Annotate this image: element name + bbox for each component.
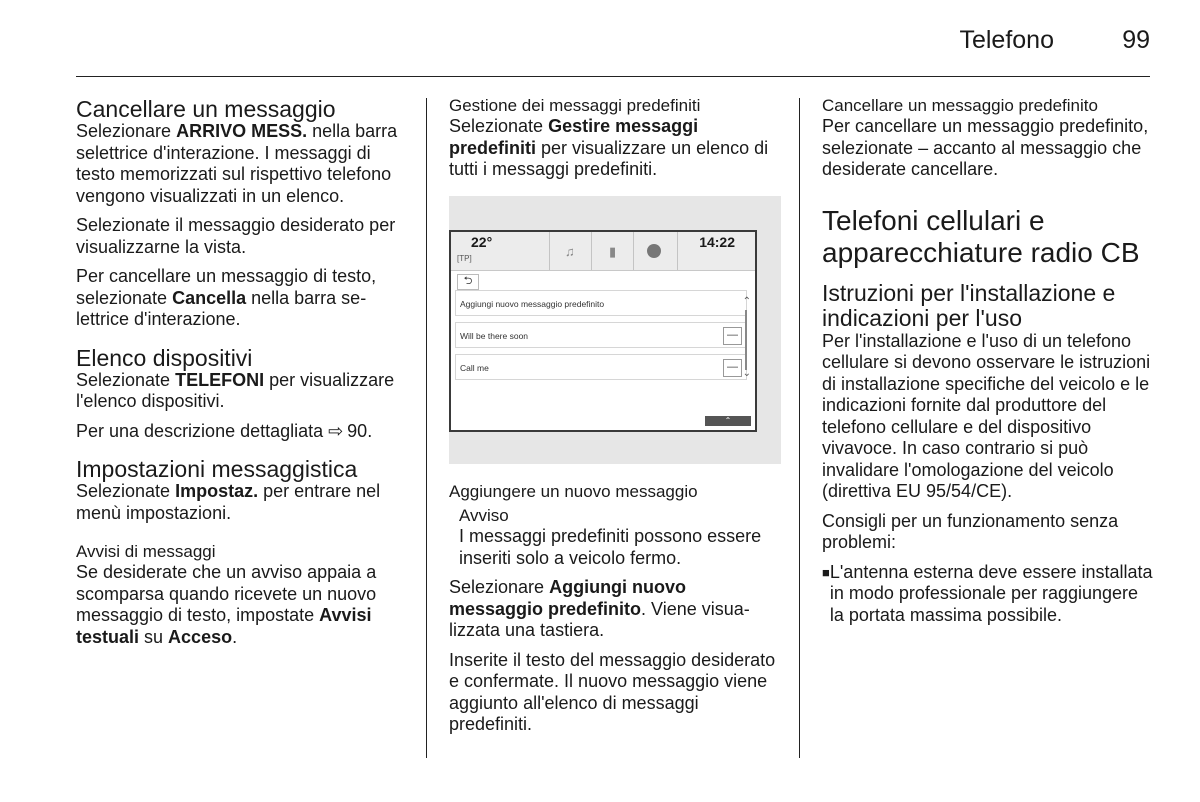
heading-device-list: Elenco dispositivi: [76, 344, 253, 371]
column-divider: [799, 98, 800, 758]
column-3: [822, 94, 1154, 626]
tab-divider: [633, 232, 634, 270]
paragraph: Consigli per un funzionamento senza problemi:: [822, 510, 1119, 552]
paragraph: Selezionate Impostaz. per entrare nel menù impostazioni.: [76, 481, 381, 523]
temperature: 22°: [471, 234, 493, 250]
list-item[interactable]: Call me —: [455, 354, 747, 380]
column-2: [449, 94, 781, 189]
expand-button[interactable]: ⌃: [705, 416, 751, 426]
paragraph: Per una descrizione dettagliata ⇨ 90.: [76, 420, 373, 441]
list-item-add-predefined[interactable]: Aggiungi nuovo messaggio predefinito: [455, 290, 747, 316]
note-box: [449, 506, 781, 569]
delete-message-button[interactable]: —: [723, 327, 742, 345]
subheading-manage-predefined: Gestione dei messaggi predefiniti: [449, 96, 701, 115]
paragraph: Selezionate TELEFONI per visualizzare l'elenco dispositivi.: [76, 369, 395, 411]
back-arrow-icon[interactable]: ⮌: [457, 274, 479, 290]
note-title: Avviso: [459, 506, 509, 525]
subheading-message-alerts: Avvisi di messaggi: [76, 542, 216, 561]
section-title: Telefono: [959, 26, 1054, 54]
paragraph: Selezionate il messaggio desiderato per visualizzarne la vista.: [76, 215, 396, 257]
tp-indicator: [TP]: [457, 254, 472, 263]
paragraph: Per l'installazione e l'uso di un telefono cellulare si devono osservare le istruzioni di installazione specifiche del veicolo e le indicazioni fornite dal produttore del telefono cellulare e del dispositivo vivavoce. In caso contrario si può invalidare l'omologazione del veicolo (direttiva EU 95/54/CE).: [822, 330, 1151, 501]
page-number: 99: [1122, 26, 1150, 54]
scroll-down-icon[interactable]: ⌄: [742, 368, 751, 379]
list-item[interactable]: Will be there soon —: [455, 322, 747, 348]
heading-delete-message: Cancellare un messaggio: [76, 96, 336, 122]
paragraph: Per cancellare un messaggio predefinito, selezionate – accanto al messaggio che desiderate cancellare.: [822, 116, 1149, 179]
subheading-delete-predefined: Cancellare un messaggio predefinito: [822, 96, 1098, 115]
bullet-icon: ■: [822, 564, 830, 580]
scroll-up-icon[interactable]: ⌃: [742, 296, 751, 307]
tab-divider: [549, 232, 550, 270]
clock: 14:22: [699, 234, 735, 250]
page-header: [76, 0, 1150, 77]
music-note-icon[interactable]: ♫: [565, 244, 575, 259]
heading-installation-instructions: Istruzioni per l'installazione e indicazioni per l'uso: [822, 279, 1116, 331]
paragraph: Selezionate Gestire messaggi predefiniti per visualizzare un elenco di tutti i messaggi predefiniti.: [449, 116, 769, 179]
paragraph: Se desiderate che un avviso appaia a scomparsa quando ricevete un nuovo messaggio di testo, impostate Avvisi testuali su Acceso.: [76, 562, 377, 647]
paragraph: Per cancellare un messaggio di testo, selezionate Cancella nella barra selettrice d'interazione.: [76, 266, 377, 329]
tab-divider: [677, 232, 678, 270]
phone-icon[interactable]: ▮: [609, 244, 617, 259]
paragraph: Selezionare ARRIVO MESS. nella barra selettrice d'interazione. I messaggi di testo memorizzati sul rispettivo telefono vengono visualizzati in un elenco.: [76, 121, 398, 206]
list-item: ■ L'antenna esterna deve essere installata in modo professionale per raggiungere la portata massima possibile.: [822, 561, 1153, 625]
column-1: [76, 94, 410, 656]
screen-status-bar: [451, 232, 755, 271]
status-circle-icon[interactable]: [647, 244, 661, 258]
paragraph: Selezionare Aggiungi nuovo messaggio predefinito. Viene visualizzata una tastiera.: [449, 577, 750, 640]
infotainment-screen: [449, 230, 757, 432]
column-2-lower: [449, 482, 781, 744]
subheading-add-message: Aggiungere un nuovo messaggio: [449, 482, 698, 501]
tab-divider: [591, 232, 592, 270]
note-text: I messaggi predefiniti possono essere inseriti solo a veicolo fermo.: [459, 526, 762, 568]
column-divider: [426, 98, 427, 758]
screenshot-figure: [449, 196, 781, 464]
paragraph: Inserite il testo del messaggio desiderato e confermate. Il nuovo messaggio viene aggiunto all'elenco di messaggi predefiniti.: [449, 649, 776, 734]
heading-message-settings: Impostazioni messaggistica: [76, 456, 358, 482]
scrollbar[interactable]: [745, 310, 747, 370]
heading-phones-cb: Telefoni cellulari e apparecchiature radio CB: [822, 204, 1140, 268]
page-reference-icon: ⇨: [328, 420, 344, 441]
delete-message-button[interactable]: —: [723, 359, 742, 377]
